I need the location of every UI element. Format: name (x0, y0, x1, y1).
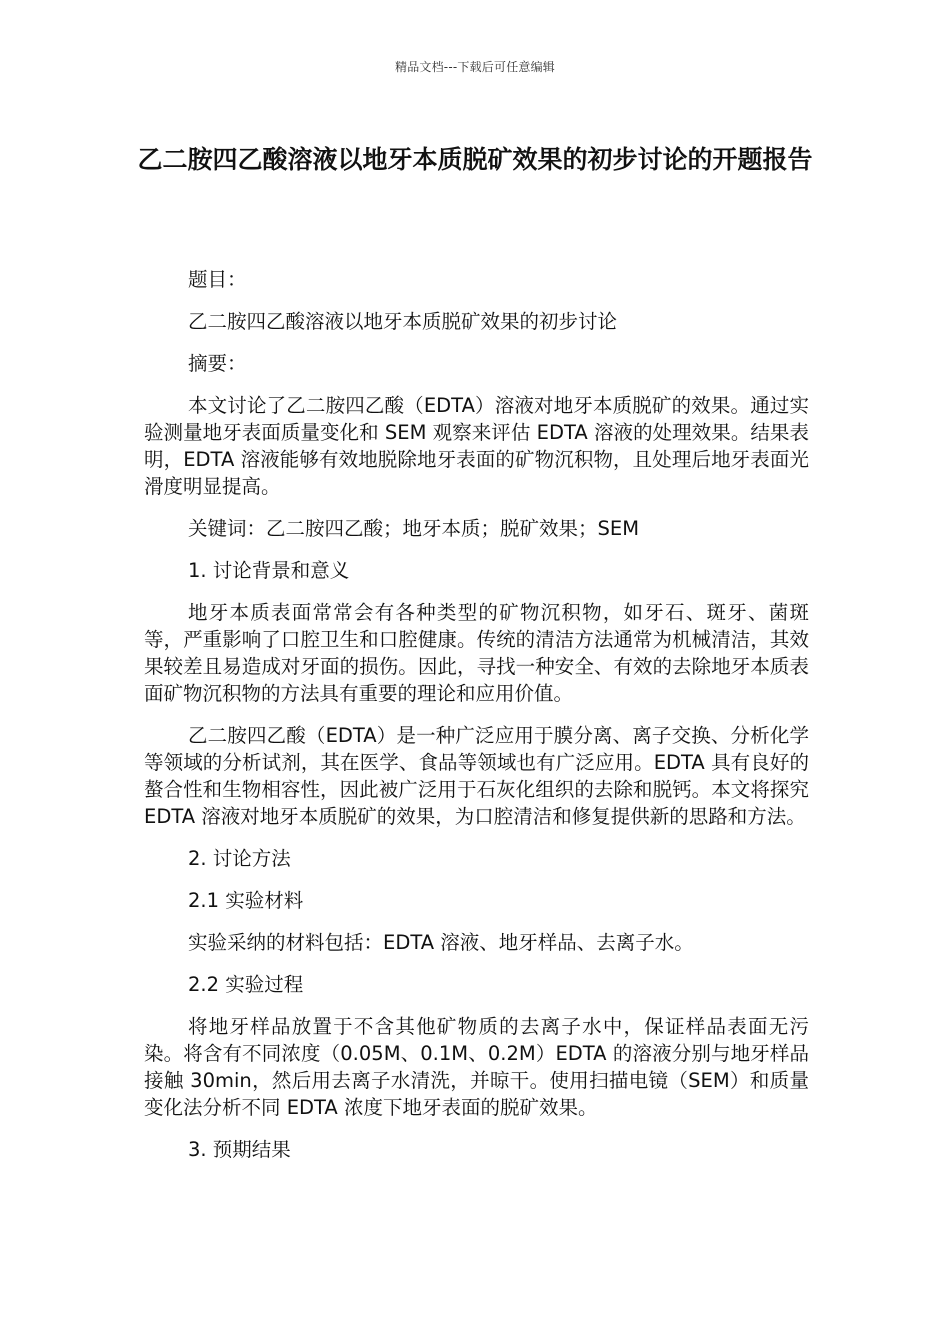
section-2-1-heading: 2.1 实验材料 (188, 889, 304, 912)
background-paragraph-2: 乙二胺四乙酸（EDTA）是一种广泛应用于膜分离、离子交换、分析化学等领域的分析试剂，其在医学、食品等领域也有广泛应用。EDTA 具有良好的螯合性和生物相容性，因此被广泛用于石灰化组织的去除和脱钙。本文将探究 EDTA 溶液对地牙本质脱矿的效果，为口腔清洁和修复提供新的思路和方法。 (144, 724, 809, 828)
document-body (144, 266, 809, 1178)
procedure-paragraph: 将地牙样品放置于不含其他矿物质的去离子水中，保证样品表面无污染。将含有不同浓度（0.05M、0.1M、0.2M）EDTA 的溶液分别与地牙样品接触 30min，然后用去离子水清洗，并晾干。使用扫描电镜（SEM）和质量变化法分析不同 EDTA 浓度下地牙表面的脱矿效果。 (144, 1015, 809, 1119)
section-3-heading: 3. 预期结果 (188, 1138, 291, 1161)
document-title: 乙二胺四乙酸溶液以地牙本质脱矿效果的初步讨论的开题报告 (137, 145, 813, 174)
title-label: 题目： (188, 268, 247, 291)
page-header: 精品文档---下载后可任意编辑 (395, 60, 555, 74)
materials-line: 实验采纳的材料包括：EDTA 溶液、地牙样品、去离子水。 (188, 931, 694, 954)
keywords-line: 关键词：乙二胺四乙酸；地牙本质；脱矿效果；SEM (188, 517, 640, 540)
section-1-heading: 1. 讨论背景和意义 (188, 559, 350, 582)
topic-text: 乙二胺四乙酸溶液以地牙本质脱矿效果的初步讨论 (188, 310, 618, 333)
section-2-heading: 2. 讨论方法 (188, 847, 291, 870)
background-paragraph-1: 地牙本质表面常常会有各种类型的矿物沉积物，如牙石、斑牙、菌斑等，严重影响了口腔卫生和口腔健康。传统的清洁方法通常为机械清洁，其效果较差且易造成对牙面的损伤。因此，寻找一种安全、有效的去除地牙本质表面矿物沉积物的方法具有重要的理论和应用价值。 (144, 601, 809, 705)
section-2-2-heading: 2.2 实验过程 (188, 973, 304, 996)
abstract-label: 摘要： (188, 352, 247, 375)
abstract-paragraph: 本文讨论了乙二胺四乙酸（EDTA）溶液对地牙本质脱矿的效果。通过实验测量地牙表面质量变化和 SEM 观察来评估 EDTA 溶液的处理效果。结果表明，EDTA 溶液能够有效地脱除地牙表面的矿物沉积物，且处理后地牙表面光滑度明显提高。 (144, 394, 809, 498)
